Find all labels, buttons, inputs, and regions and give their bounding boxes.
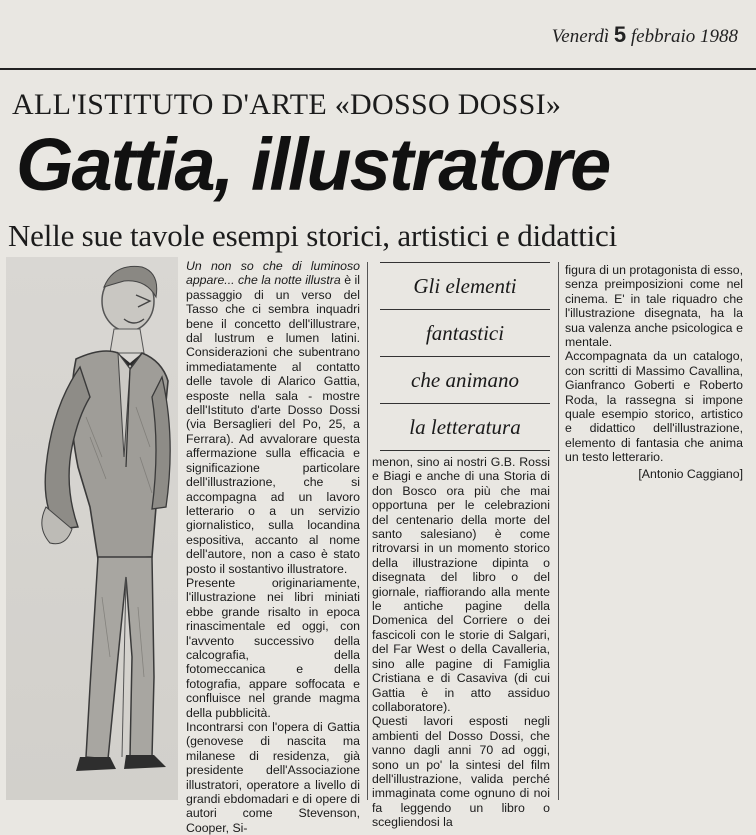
dateline-month-year: febbraio 1988 [626, 26, 738, 47]
column-divider [558, 262, 559, 800]
author-signature: [Antonio Caggiano] [638, 466, 743, 481]
column-1-intro-text: è il passaggio di un verso del Tasso che ci sembra inquadri bene il concetto dell'illustrare, dal lustrum e lumen latini. Considerazioni che subentrano immediatamente al contatto delle tavole di Alarico Gattia, esposte nella sala - mostre dell'Istituto d'arte Dosso Dossi (via Bersaglieri del Po, 25, a Ferrara). Ad avvalorare questa affermazione sulla efficacia e significazione particolare dell'illustrazione, che si accompagna ad un lavoro letterario o a un servizio giornalistico, sulla locandina espositiva, accanto al nome dell'autore, non a caso è stato posto il sostantivo illustratore. [186, 273, 360, 576]
header-rule [0, 68, 756, 70]
kicker: ALL'ISTITUTO D'ARTE «DOSSO DOSSI» [12, 88, 562, 121]
subhead: Nelle sue tavole esempi storici, artistici e didattici [8, 218, 618, 253]
pull-quote-line-4: la letteratura [409, 415, 521, 439]
pull-quote-line-1: Gli elementi [413, 274, 517, 298]
pull-quote-rule [380, 450, 550, 451]
column-1-paragraph-2: Presente originariamente, l'illustrazione nei libri miniati ebbe grande risalto in epoca rinascimentale ed oggi, con l'avvento successivo della calcografia, della fotomeccanica e della fotografia, appare soffocata e confluisce nel grande magma della pubblicità. [186, 575, 360, 720]
column-3-paragraph-2: Accompagnata da un catalogo, con scritti di Massimo Cavallina, Gianfranco Goberti e Roberto Roda, la rassegna si impone quale esempio storico, artistico e didattico dell'illustrazione, elemento di fantasia che anima un testo letterario. [565, 349, 743, 465]
pull-quote-line-2: fantastici [425, 321, 505, 345]
opening-quote: Un non so che di luminoso appare... che la notte illustra [186, 259, 360, 288]
headline: Gattia, illustratore [16, 123, 610, 206]
column-2-paragraph-2: Questi lavori esposti negli ambienti del Dosso Dossi, che vanno dagli anni 70 ad oggi, sono un po' la sintesi del film dell'illustrazione, valida perché immaginata come ognuno di noi fa leggendo un libro o scegliendosi la [372, 714, 550, 830]
column-3-paragraph-1: figura di un protagonista di esso, senza preimposizioni come nel cinema. E' in tale riquadro che l'illustrazione disegnata, ha la sua valenza anche psicologica e mentale. [565, 263, 743, 350]
article-column-3 [565, 263, 743, 481]
portrait-illustration [6, 257, 178, 800]
dateline-weekday: Venerdì [551, 26, 614, 47]
column-divider [367, 262, 368, 800]
column-1-paragraph-3: Incontrarsi con l'opera di Gattia (genovese di nascita ma milanese di residenza, già presidente dell'Associazione illustratori, operatore a livello di grandi ebdomadari e di opere di autori come Stevenson, Cooper, Si- [186, 720, 360, 835]
article-column-2 [372, 455, 550, 830]
column-1-paragraph-1 [186, 259, 360, 576]
pull-quote [380, 262, 550, 451]
dateline [552, 22, 738, 48]
column-2-paragraph-1: menon, sino ai nostri G.B. Rossi e Biagi e anche di una Storia di don Bosco ora più che mai opportuna per le celebrazioni del centenario della morte del santo salesiano) è come ritrovarsi in un momento storico della illustrazione dipinta o disegnata del libro o del giornale, riaffiorando alla mente le antiche pagine della Domenica del Corriere o dei fascicoli con le storie di Salgari, del Far West o della Cavalleria, sino alle pagine di Famiglia Cristiana e di Casaviva (di cui Gattia è in atto assiduo collaboratore). [372, 455, 550, 714]
article-column-1 [186, 259, 360, 835]
pull-quote-line-3: che animano [411, 368, 519, 392]
dateline-day: 5 [613, 22, 627, 47]
